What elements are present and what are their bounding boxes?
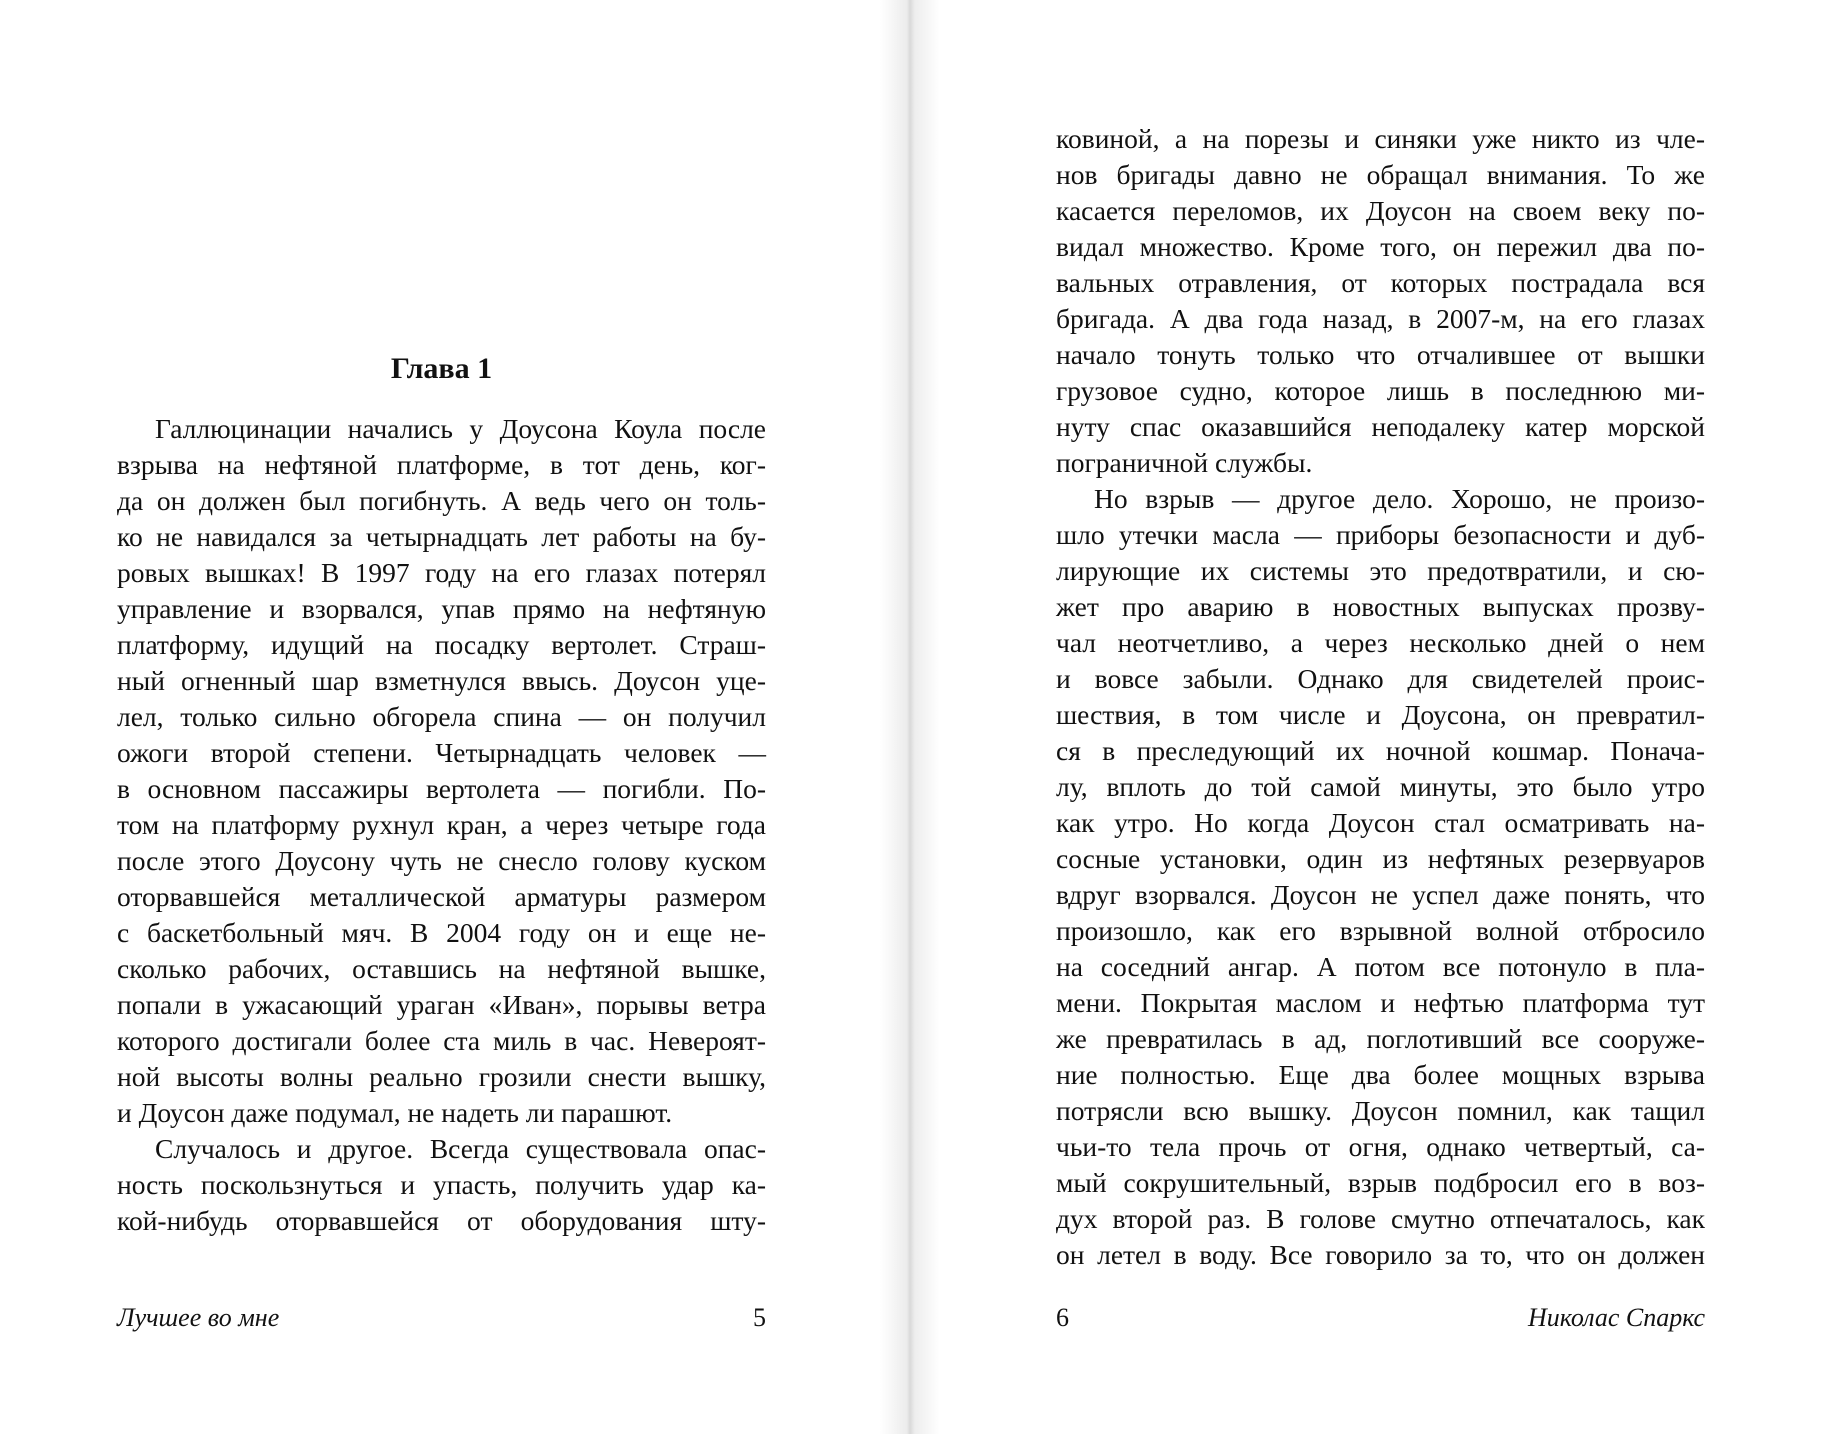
text-line: и Доусон даже подумал, не надеть ли парашют.	[117, 1097, 673, 1128]
text-line: жет про аварию в новостных выпусках прозву-	[1056, 591, 1705, 622]
right-page-body	[1056, 121, 1705, 1273]
text-line: попали в ужасающий ураган «Иван», порывы ветра	[117, 989, 766, 1020]
text-line: том на платформу рухнул кран, а через четыре года	[117, 809, 766, 840]
text-line: лел, только сильно обгорела спина — он получил	[117, 701, 766, 732]
text-line: произошло, как его взрывной волной отбросило	[1056, 915, 1705, 946]
running-footer-book-title: Лучшее во мне	[117, 1303, 280, 1332]
text-line: лу, вплоть до той самой минуты, это было утро	[1056, 771, 1705, 802]
text-line: кой-нибудь оторвавшейся от оборудования шту-	[117, 1205, 766, 1236]
text-line: грузовое судно, которое лишь в последнюю ми-	[1056, 375, 1705, 406]
page-number: 6	[1056, 1303, 1069, 1332]
text-line: управление и взорвался, упав прямо на нефтяную	[117, 593, 766, 624]
text-line: ровых вышках! В 1997 году на его глазах потерял	[117, 557, 766, 588]
text-line: как утро. Но когда Доусон стал осматривать на-	[1056, 807, 1705, 838]
text-line: потрясли всю вышку. Доусон помнил, как тащил	[1056, 1095, 1705, 1126]
text-line: дух второй раз. В голове смутно отпечаталось, как	[1056, 1203, 1705, 1234]
text-line: он летел в воду. Все говорило за то, что он должен	[1056, 1239, 1705, 1270]
chapter-title: Глава 1	[390, 352, 493, 385]
text-line: ся в преследующий их ночной кошмар. Понача-	[1056, 735, 1705, 766]
paragraph	[117, 411, 766, 1131]
text-line: Случалось и другое. Всегда существовала опас-	[155, 1133, 766, 1164]
text-line: мени. Покрытая маслом и нефтью платформа тут	[1056, 987, 1705, 1018]
text-line: ной высоты волны реально грозили снести вышку,	[117, 1061, 766, 1092]
left-page-body	[117, 411, 766, 1239]
paragraph	[1056, 121, 1705, 481]
text-line: ковиной, а на порезы и синяки уже никто из чле-	[1056, 123, 1705, 154]
text-line: и вовсе забыли. Однако для свидетелей проис-	[1056, 663, 1705, 694]
paragraph	[117, 1131, 766, 1239]
paragraph	[1056, 481, 1705, 1273]
text-line: да он должен был погибнуть. А ведь чего он толь-	[117, 485, 766, 516]
text-line: оторвавшейся металлической арматуры размером	[117, 881, 766, 912]
text-line: видал множество. Кроме того, он пережил два по-	[1056, 231, 1705, 262]
text-line: Но взрыв — другое дело. Хорошо, не произо-	[1094, 483, 1705, 514]
text-line: с баскетбольный мяч. В 2004 году он и еще не-	[117, 917, 766, 948]
text-line: касается переломов, их Доусон на своем веку по-	[1056, 195, 1705, 226]
text-line: шествия, в том числе и Доусона, он превратил-	[1056, 699, 1705, 730]
text-line: ожоги второй степени. Четырнадцать человек —	[117, 737, 766, 768]
text-line: ный огненный шар взметнулся ввысь. Доусон уце-	[117, 665, 766, 696]
text-line: после этого Доусону чуть не снесло голову куском	[117, 845, 766, 876]
text-line: ние полностью. Еще два более мощных взрыва	[1056, 1059, 1705, 1090]
text-line: платформу, идущий на посадку вертолет. Страш-	[117, 629, 766, 660]
text-line: лирующие их системы это предотвратили, и сю-	[1056, 555, 1705, 586]
text-line: мый сокрушительный, взрыв подбросил его в воз-	[1056, 1167, 1705, 1198]
text-line: вдруг взорвался. Доусон не успел даже понять, что	[1056, 879, 1705, 910]
left-page	[0, 0, 910, 1434]
text-line: сколько рабочих, оставшись на нефтяной вышке,	[117, 953, 766, 984]
text-line: которого достигали более ста миль в час. Невероят-	[117, 1025, 766, 1056]
running-footer-author: Николас Спаркс	[1527, 1303, 1705, 1332]
text-line: чал неотчетливо, а через несколько дней о нем	[1056, 627, 1705, 658]
text-line: сосные установки, один из нефтяных резервуаров	[1056, 843, 1705, 874]
text-line: Галлюцинации начались у Доусона Коула после	[155, 413, 766, 444]
text-line: взрыва на нефтяной платформе, в тот день, ког-	[117, 449, 766, 480]
text-line: пограничной службы.	[1056, 447, 1313, 478]
text-line: в основном пассажиры вертолета — погибли. По-	[117, 773, 766, 804]
text-line: же превратилась в ад, поглотивший все сооруже-	[1056, 1023, 1705, 1054]
text-line: начало тонуть только что отчалившее от вышки	[1056, 339, 1705, 370]
text-line: шло утечки масла — приборы безопасности и дуб-	[1056, 519, 1705, 550]
text-line: ность поскользнуться и упасть, получить удар ка-	[117, 1169, 766, 1200]
text-line: на соседний ангар. А потом все потонуло в пла-	[1056, 951, 1705, 982]
text-line: ко не навидался за четырнадцать лет работы на бу-	[117, 521, 766, 552]
text-line: нов бригады давно не обращал внимания. То же	[1056, 159, 1705, 190]
page-number: 5	[753, 1303, 766, 1332]
text-line: чьи-то тела прочь от огня, однако четвертый, са-	[1056, 1131, 1705, 1162]
text-line: бригада. А два года назад, в 2007-м, на его глазах	[1056, 303, 1705, 334]
text-line: нуту спас оказавшийся неподалеку катер морской	[1056, 411, 1705, 442]
text-line: вальных отравления, от которых пострадала вся	[1056, 267, 1705, 298]
